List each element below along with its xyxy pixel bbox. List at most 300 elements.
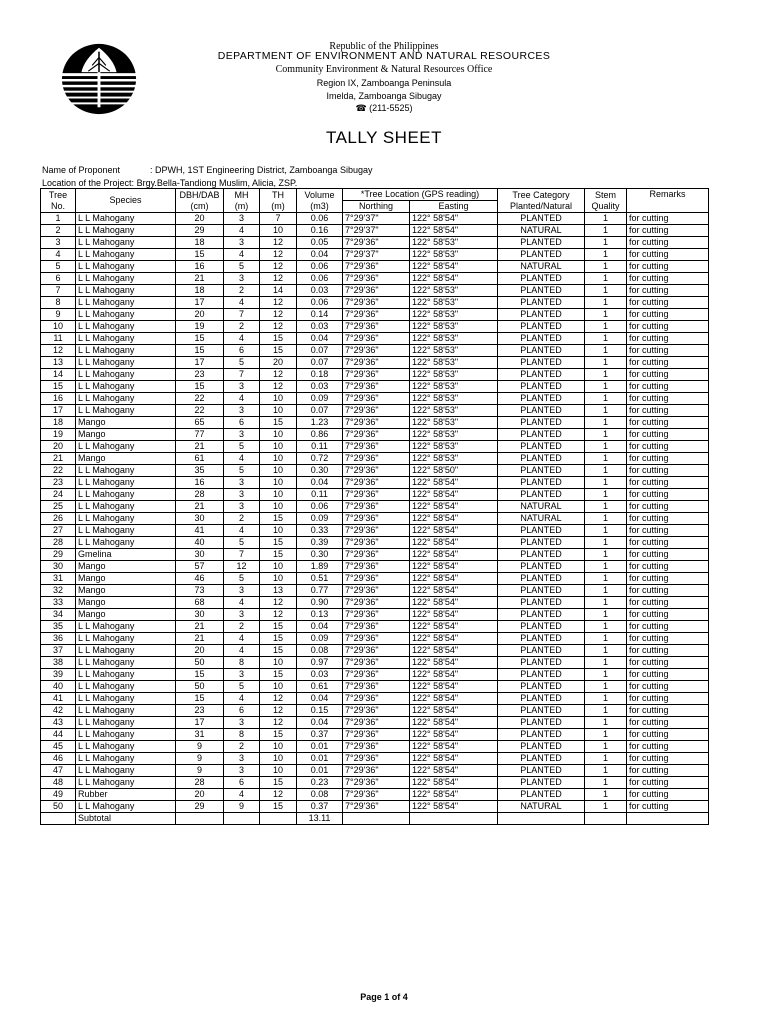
- cell-remarks: for cutting: [627, 609, 709, 621]
- header-phone: [0, 103, 768, 114]
- cell-dbh: 28: [176, 489, 224, 501]
- cell-remarks: for cutting: [627, 657, 709, 669]
- cell-dbh: 15: [176, 693, 224, 705]
- cell-dbh: 18: [176, 237, 224, 249]
- cell-dbh: 21: [176, 633, 224, 645]
- cell-northing: 7°29'36": [343, 405, 410, 417]
- cell-category: PLANTED: [498, 561, 585, 573]
- table-row: [41, 477, 709, 489]
- cell-species: L L Mahogany: [76, 381, 176, 393]
- table-row: [41, 429, 709, 441]
- cell-remarks: for cutting: [627, 381, 709, 393]
- table-row: [41, 609, 709, 621]
- cell-stem-quality: 1: [585, 441, 627, 453]
- cell-volume: 0.03: [297, 285, 343, 297]
- cell-species: Mango: [76, 453, 176, 465]
- cell-mh: 4: [224, 249, 260, 261]
- cell-volume: 0.08: [297, 645, 343, 657]
- cell-species: Mango: [76, 561, 176, 573]
- cell-remarks: for cutting: [627, 573, 709, 585]
- cell-tree-no: 27: [41, 525, 76, 537]
- cell-dbh: 21: [176, 501, 224, 513]
- cell-stem-quality: 1: [585, 489, 627, 501]
- cell-tree-no: 15: [41, 381, 76, 393]
- cell-volume: 0.61: [297, 681, 343, 693]
- cell-mh: 8: [224, 729, 260, 741]
- cell-volume: 0.16: [297, 225, 343, 237]
- cell-stem-quality: 1: [585, 321, 627, 333]
- cell-remarks: for cutting: [627, 693, 709, 705]
- cell-northing: 7°29'36": [343, 345, 410, 357]
- cell-easting: 122° 58'53": [410, 345, 498, 357]
- cell-stem-quality: 1: [585, 645, 627, 657]
- cell-category: PLANTED: [498, 669, 585, 681]
- tally-body: [41, 213, 709, 813]
- cell-remarks: for cutting: [627, 717, 709, 729]
- cell-category: PLANTED: [498, 465, 585, 477]
- page-title: TALLY SHEET: [325, 128, 443, 147]
- table-row: [41, 489, 709, 501]
- cell-tree-no: 20: [41, 441, 76, 453]
- cell-easting: 122° 58'54": [410, 537, 498, 549]
- cell-volume: 0.06: [297, 273, 343, 285]
- cell-mh: 4: [224, 393, 260, 405]
- cell-northing: 7°29'36": [343, 717, 410, 729]
- cell-th: 10: [260, 225, 297, 237]
- cell-stem-quality: 1: [585, 669, 627, 681]
- cell-northing: 7°29'36": [343, 369, 410, 381]
- cell-remarks: for cutting: [627, 225, 709, 237]
- cell-tree-no: 21: [41, 453, 76, 465]
- cell-stem-quality: 1: [585, 597, 627, 609]
- table-row: [41, 753, 709, 765]
- table-row: [41, 525, 709, 537]
- cell-dbh: 21: [176, 621, 224, 633]
- cell-dbh: 15: [176, 249, 224, 261]
- cell-category: PLANTED: [498, 417, 585, 429]
- cell-easting: 122° 58'53": [410, 417, 498, 429]
- cell-th: 12: [260, 297, 297, 309]
- cell-stem-quality: 1: [585, 513, 627, 525]
- cell-northing: 7°29'36": [343, 753, 410, 765]
- cell-species: L L Mahogany: [76, 237, 176, 249]
- cell-northing: 7°29'36": [343, 429, 410, 441]
- cell-remarks: for cutting: [627, 549, 709, 561]
- cell-remarks: for cutting: [627, 465, 709, 477]
- cell-volume: 0.77: [297, 585, 343, 597]
- cell-dbh: 21: [176, 441, 224, 453]
- cell-volume: 0.09: [297, 393, 343, 405]
- cell-category: PLANTED: [498, 429, 585, 441]
- cell-northing: 7°29'36": [343, 573, 410, 585]
- cell-species: L L Mahogany: [76, 753, 176, 765]
- cell-remarks: for cutting: [627, 237, 709, 249]
- cell-species: L L Mahogany: [76, 369, 176, 381]
- cell-mh: 3: [224, 669, 260, 681]
- cell-remarks: for cutting: [627, 597, 709, 609]
- cell-volume: 0.03: [297, 321, 343, 333]
- cell-volume: 0.01: [297, 741, 343, 753]
- cell-volume: 0.03: [297, 669, 343, 681]
- cell-northing: 7°29'36": [343, 273, 410, 285]
- subtotal-label: Subtotal: [76, 813, 176, 825]
- cell-stem-quality: 1: [585, 393, 627, 405]
- cell-easting: 122° 58'53": [410, 249, 498, 261]
- cell-easting: 122° 58'53": [410, 393, 498, 405]
- table-row: [41, 681, 709, 693]
- cell-tree-no: 13: [41, 357, 76, 369]
- cell-dbh: 9: [176, 753, 224, 765]
- cell-volume: 0.04: [297, 249, 343, 261]
- cell-th: 12: [260, 381, 297, 393]
- cell-mh: 3: [224, 717, 260, 729]
- cell-dbh: 50: [176, 657, 224, 669]
- cell-remarks: for cutting: [627, 681, 709, 693]
- cell-northing: 7°29'36": [343, 321, 410, 333]
- table-row: [41, 333, 709, 345]
- cell-stem-quality: 1: [585, 225, 627, 237]
- cell-stem-quality: 1: [585, 273, 627, 285]
- cell-northing: 7°29'36": [343, 453, 410, 465]
- cell-dbh: 22: [176, 405, 224, 417]
- cell-easting: 122° 58'54": [410, 273, 498, 285]
- col-category: Tree Category Planted/Natural: [498, 189, 585, 213]
- cell-tree-no: 46: [41, 753, 76, 765]
- cell-easting: 122° 58'50": [410, 465, 498, 477]
- cell-stem-quality: 1: [585, 429, 627, 441]
- table-row: [41, 297, 709, 309]
- cell-tree-no: 16: [41, 393, 76, 405]
- cell-mh: 3: [224, 213, 260, 225]
- cell-tree-no: 4: [41, 249, 76, 261]
- cell-easting: 122° 58'54": [410, 225, 498, 237]
- cell-mh: 5: [224, 441, 260, 453]
- cell-volume: 0.03: [297, 381, 343, 393]
- cell-tree-no: 44: [41, 729, 76, 741]
- cell-easting: 122° 58'54": [410, 261, 498, 273]
- cell-stem-quality: 1: [585, 717, 627, 729]
- cell-category: PLANTED: [498, 453, 585, 465]
- cell-mh: 3: [224, 501, 260, 513]
- cell-northing: 7°29'36": [343, 261, 410, 273]
- cell-species: L L Mahogany: [76, 333, 176, 345]
- cell-volume: 0.06: [297, 213, 343, 225]
- cell-stem-quality: 1: [585, 789, 627, 801]
- cell-th: 15: [260, 729, 297, 741]
- cell-dbh: 16: [176, 261, 224, 273]
- cell-remarks: for cutting: [627, 741, 709, 753]
- cell-th: 15: [260, 333, 297, 345]
- cell-tree-no: 47: [41, 765, 76, 777]
- cell-remarks: for cutting: [627, 393, 709, 405]
- cell-easting: 122° 58'54": [410, 477, 498, 489]
- cell-species: L L Mahogany: [76, 225, 176, 237]
- cell-northing: 7°29'36": [343, 549, 410, 561]
- cell-th: 12: [260, 789, 297, 801]
- cell-tree-no: 1: [41, 213, 76, 225]
- cell-remarks: for cutting: [627, 525, 709, 537]
- cell-northing: 7°29'36": [343, 393, 410, 405]
- cell-th: 14: [260, 285, 297, 297]
- cell-tree-no: 5: [41, 261, 76, 273]
- cell-easting: 122° 58'54": [410, 621, 498, 633]
- cell-tree-no: 28: [41, 537, 76, 549]
- cell-tree-no: 36: [41, 633, 76, 645]
- cell-th: 15: [260, 621, 297, 633]
- cell-th: 12: [260, 369, 297, 381]
- cell-tree-no: 40: [41, 681, 76, 693]
- table-row: [41, 549, 709, 561]
- cell-stem-quality: 1: [585, 453, 627, 465]
- cell-remarks: for cutting: [627, 249, 709, 261]
- cell-stem-quality: 1: [585, 405, 627, 417]
- cell-dbh: 68: [176, 597, 224, 609]
- cell-remarks: for cutting: [627, 213, 709, 225]
- col-dbh: DBH/DAB (cm): [176, 189, 224, 213]
- cell-mh: 9: [224, 801, 260, 813]
- cell-volume: 0.97: [297, 657, 343, 669]
- cell-remarks: for cutting: [627, 369, 709, 381]
- table-row: [41, 465, 709, 477]
- cell-northing: 7°29'37": [343, 225, 410, 237]
- cell-dbh: 17: [176, 357, 224, 369]
- cell-species: Mango: [76, 609, 176, 621]
- cell-stem-quality: 1: [585, 765, 627, 777]
- cell-remarks: for cutting: [627, 453, 709, 465]
- cell-northing: 7°29'36": [343, 297, 410, 309]
- cell-mh: 3: [224, 585, 260, 597]
- cell-th: 12: [260, 705, 297, 717]
- cell-th: 10: [260, 477, 297, 489]
- cell-easting: 122° 58'53": [410, 333, 498, 345]
- cell-mh: 2: [224, 513, 260, 525]
- cell-species: L L Mahogany: [76, 261, 176, 273]
- cell-tree-no: 10: [41, 321, 76, 333]
- cell-mh: 4: [224, 333, 260, 345]
- cell-stem-quality: 1: [585, 573, 627, 585]
- col-tree-no: Tree No.: [41, 189, 76, 213]
- cell-easting: 122° 58'54": [410, 777, 498, 789]
- table-row: [41, 657, 709, 669]
- cell-northing: 7°29'36": [343, 777, 410, 789]
- cell-th: 10: [260, 681, 297, 693]
- cell-species: L L Mahogany: [76, 741, 176, 753]
- cell-easting: 122° 58'53": [410, 285, 498, 297]
- cell-dbh: 35: [176, 465, 224, 477]
- col-volume: Volume (m3): [297, 189, 343, 213]
- cell-northing: 7°29'36": [343, 585, 410, 597]
- cell-species: L L Mahogany: [76, 705, 176, 717]
- table-row: [41, 801, 709, 813]
- cell-category: PLANTED: [498, 753, 585, 765]
- table-row: [41, 225, 709, 237]
- cell-species: L L Mahogany: [76, 489, 176, 501]
- table-row: [41, 249, 709, 261]
- cell-tree-no: 7: [41, 285, 76, 297]
- cell-dbh: 18: [176, 285, 224, 297]
- col-easting: Easting: [410, 201, 498, 213]
- cell-mh: 5: [224, 537, 260, 549]
- cell-dbh: 77: [176, 429, 224, 441]
- cell-mh: 5: [224, 465, 260, 477]
- cell-dbh: 16: [176, 477, 224, 489]
- cell-volume: 0.39: [297, 537, 343, 549]
- cell-mh: 5: [224, 261, 260, 273]
- cell-mh: 4: [224, 633, 260, 645]
- cell-dbh: 17: [176, 717, 224, 729]
- cell-th: 15: [260, 645, 297, 657]
- cell-mh: 3: [224, 477, 260, 489]
- cell-species: Mango: [76, 597, 176, 609]
- cell-species: Mango: [76, 585, 176, 597]
- cell-easting: 122° 58'54": [410, 681, 498, 693]
- cell-remarks: for cutting: [627, 585, 709, 597]
- subtotal-volume: 13.11: [297, 813, 343, 825]
- location-label: Location of the Project:: [42, 178, 135, 188]
- cell-easting: 122° 58'54": [410, 729, 498, 741]
- cell-species: L L Mahogany: [76, 441, 176, 453]
- cell-mh: 2: [224, 741, 260, 753]
- cell-category: PLANTED: [498, 585, 585, 597]
- cell-mh: 2: [224, 621, 260, 633]
- cell-mh: 5: [224, 357, 260, 369]
- cell-th: 10: [260, 393, 297, 405]
- cell-th: 12: [260, 309, 297, 321]
- cell-easting: 122° 58'54": [410, 525, 498, 537]
- cell-th: 12: [260, 693, 297, 705]
- cell-stem-quality: 1: [585, 345, 627, 357]
- cell-tree-no: 8: [41, 297, 76, 309]
- cell-tree-no: 11: [41, 333, 76, 345]
- cell-remarks: for cutting: [627, 705, 709, 717]
- cell-th: 15: [260, 549, 297, 561]
- cell-species: L L Mahogany: [76, 525, 176, 537]
- cell-easting: 122° 58'54": [410, 717, 498, 729]
- cell-tree-no: 45: [41, 741, 76, 753]
- cell-northing: 7°29'36": [343, 645, 410, 657]
- cell-northing: 7°29'36": [343, 333, 410, 345]
- cell-mh: 2: [224, 285, 260, 297]
- cell-category: PLANTED: [498, 609, 585, 621]
- cell-th: 12: [260, 321, 297, 333]
- tally-table: [40, 188, 709, 825]
- cell-stem-quality: 1: [585, 657, 627, 669]
- cell-mh: 4: [224, 525, 260, 537]
- cell-northing: 7°29'36": [343, 741, 410, 753]
- cell-northing: 7°29'36": [343, 477, 410, 489]
- location-line: [42, 178, 297, 188]
- cell-mh: 7: [224, 549, 260, 561]
- cell-dbh: 20: [176, 309, 224, 321]
- cell-northing: 7°29'36": [343, 309, 410, 321]
- cell-volume: 0.86: [297, 429, 343, 441]
- cell-tree-no: 9: [41, 309, 76, 321]
- cell-volume: 0.04: [297, 693, 343, 705]
- col-species: Species: [76, 189, 176, 213]
- cell-species: L L Mahogany: [76, 729, 176, 741]
- cell-remarks: for cutting: [627, 441, 709, 453]
- cell-category: PLANTED: [498, 357, 585, 369]
- cell-mh: 3: [224, 237, 260, 249]
- cell-th: 15: [260, 669, 297, 681]
- cell-category: PLANTED: [498, 765, 585, 777]
- cell-th: 10: [260, 429, 297, 441]
- cell-stem-quality: 1: [585, 621, 627, 633]
- cell-northing: 7°29'36": [343, 465, 410, 477]
- cell-species: L L Mahogany: [76, 405, 176, 417]
- cell-th: 12: [260, 273, 297, 285]
- cell-species: L L Mahogany: [76, 645, 176, 657]
- cell-tree-no: 49: [41, 789, 76, 801]
- cell-category: PLANTED: [498, 393, 585, 405]
- cell-remarks: for cutting: [627, 801, 709, 813]
- table-row: [41, 501, 709, 513]
- cell-category: PLANTED: [498, 285, 585, 297]
- cell-dbh: 41: [176, 525, 224, 537]
- cell-dbh: 23: [176, 705, 224, 717]
- cell-category: PLANTED: [498, 717, 585, 729]
- header-department: DEPARTMENT OF ENVIRONMENT AND NATURAL RESOURCES: [217, 50, 551, 62]
- cell-category: PLANTED: [498, 693, 585, 705]
- cell-northing: 7°29'36": [343, 597, 410, 609]
- cell-remarks: for cutting: [627, 753, 709, 765]
- cell-tree-no: 14: [41, 369, 76, 381]
- cell-volume: 0.72: [297, 453, 343, 465]
- cell-volume: 0.30: [297, 549, 343, 561]
- cell-th: 10: [260, 453, 297, 465]
- cell-volume: 0.06: [297, 261, 343, 273]
- cell-dbh: 21: [176, 273, 224, 285]
- cell-species: L L Mahogany: [76, 537, 176, 549]
- subtotal-empty-easting: [410, 813, 498, 825]
- cell-tree-no: 43: [41, 717, 76, 729]
- table-row: [41, 741, 709, 753]
- cell-easting: 122° 58'53": [410, 309, 498, 321]
- cell-volume: 0.11: [297, 489, 343, 501]
- cell-category: PLANTED: [498, 297, 585, 309]
- cell-easting: 122° 58'54": [410, 489, 498, 501]
- cell-category: PLANTED: [498, 321, 585, 333]
- cell-volume: 0.11: [297, 441, 343, 453]
- cell-mh: 3: [224, 609, 260, 621]
- cell-remarks: for cutting: [627, 633, 709, 645]
- cell-species: L L Mahogany: [76, 465, 176, 477]
- cell-stem-quality: 1: [585, 285, 627, 297]
- cell-category: PLANTED: [498, 657, 585, 669]
- cell-volume: 0.23: [297, 777, 343, 789]
- table-row: [41, 405, 709, 417]
- cell-category: PLANTED: [498, 681, 585, 693]
- subtotal-empty-mh: [224, 813, 260, 825]
- cell-stem-quality: 1: [585, 417, 627, 429]
- cell-dbh: 22: [176, 393, 224, 405]
- table-row: [41, 645, 709, 657]
- cell-northing: 7°29'36": [343, 513, 410, 525]
- phone-number: (211-5525): [369, 103, 413, 113]
- cell-stem-quality: 1: [585, 309, 627, 321]
- cell-northing: 7°29'36": [343, 525, 410, 537]
- cell-th: 12: [260, 717, 297, 729]
- cell-northing: 7°29'36": [343, 621, 410, 633]
- cell-species: Rubber: [76, 789, 176, 801]
- proponent-label: Name of Proponent: [42, 165, 121, 175]
- table-row: [41, 285, 709, 297]
- cell-tree-no: 33: [41, 597, 76, 609]
- cell-volume: 0.04: [297, 717, 343, 729]
- cell-mh: 4: [224, 645, 260, 657]
- cell-mh: 3: [224, 753, 260, 765]
- cell-volume: 0.08: [297, 789, 343, 801]
